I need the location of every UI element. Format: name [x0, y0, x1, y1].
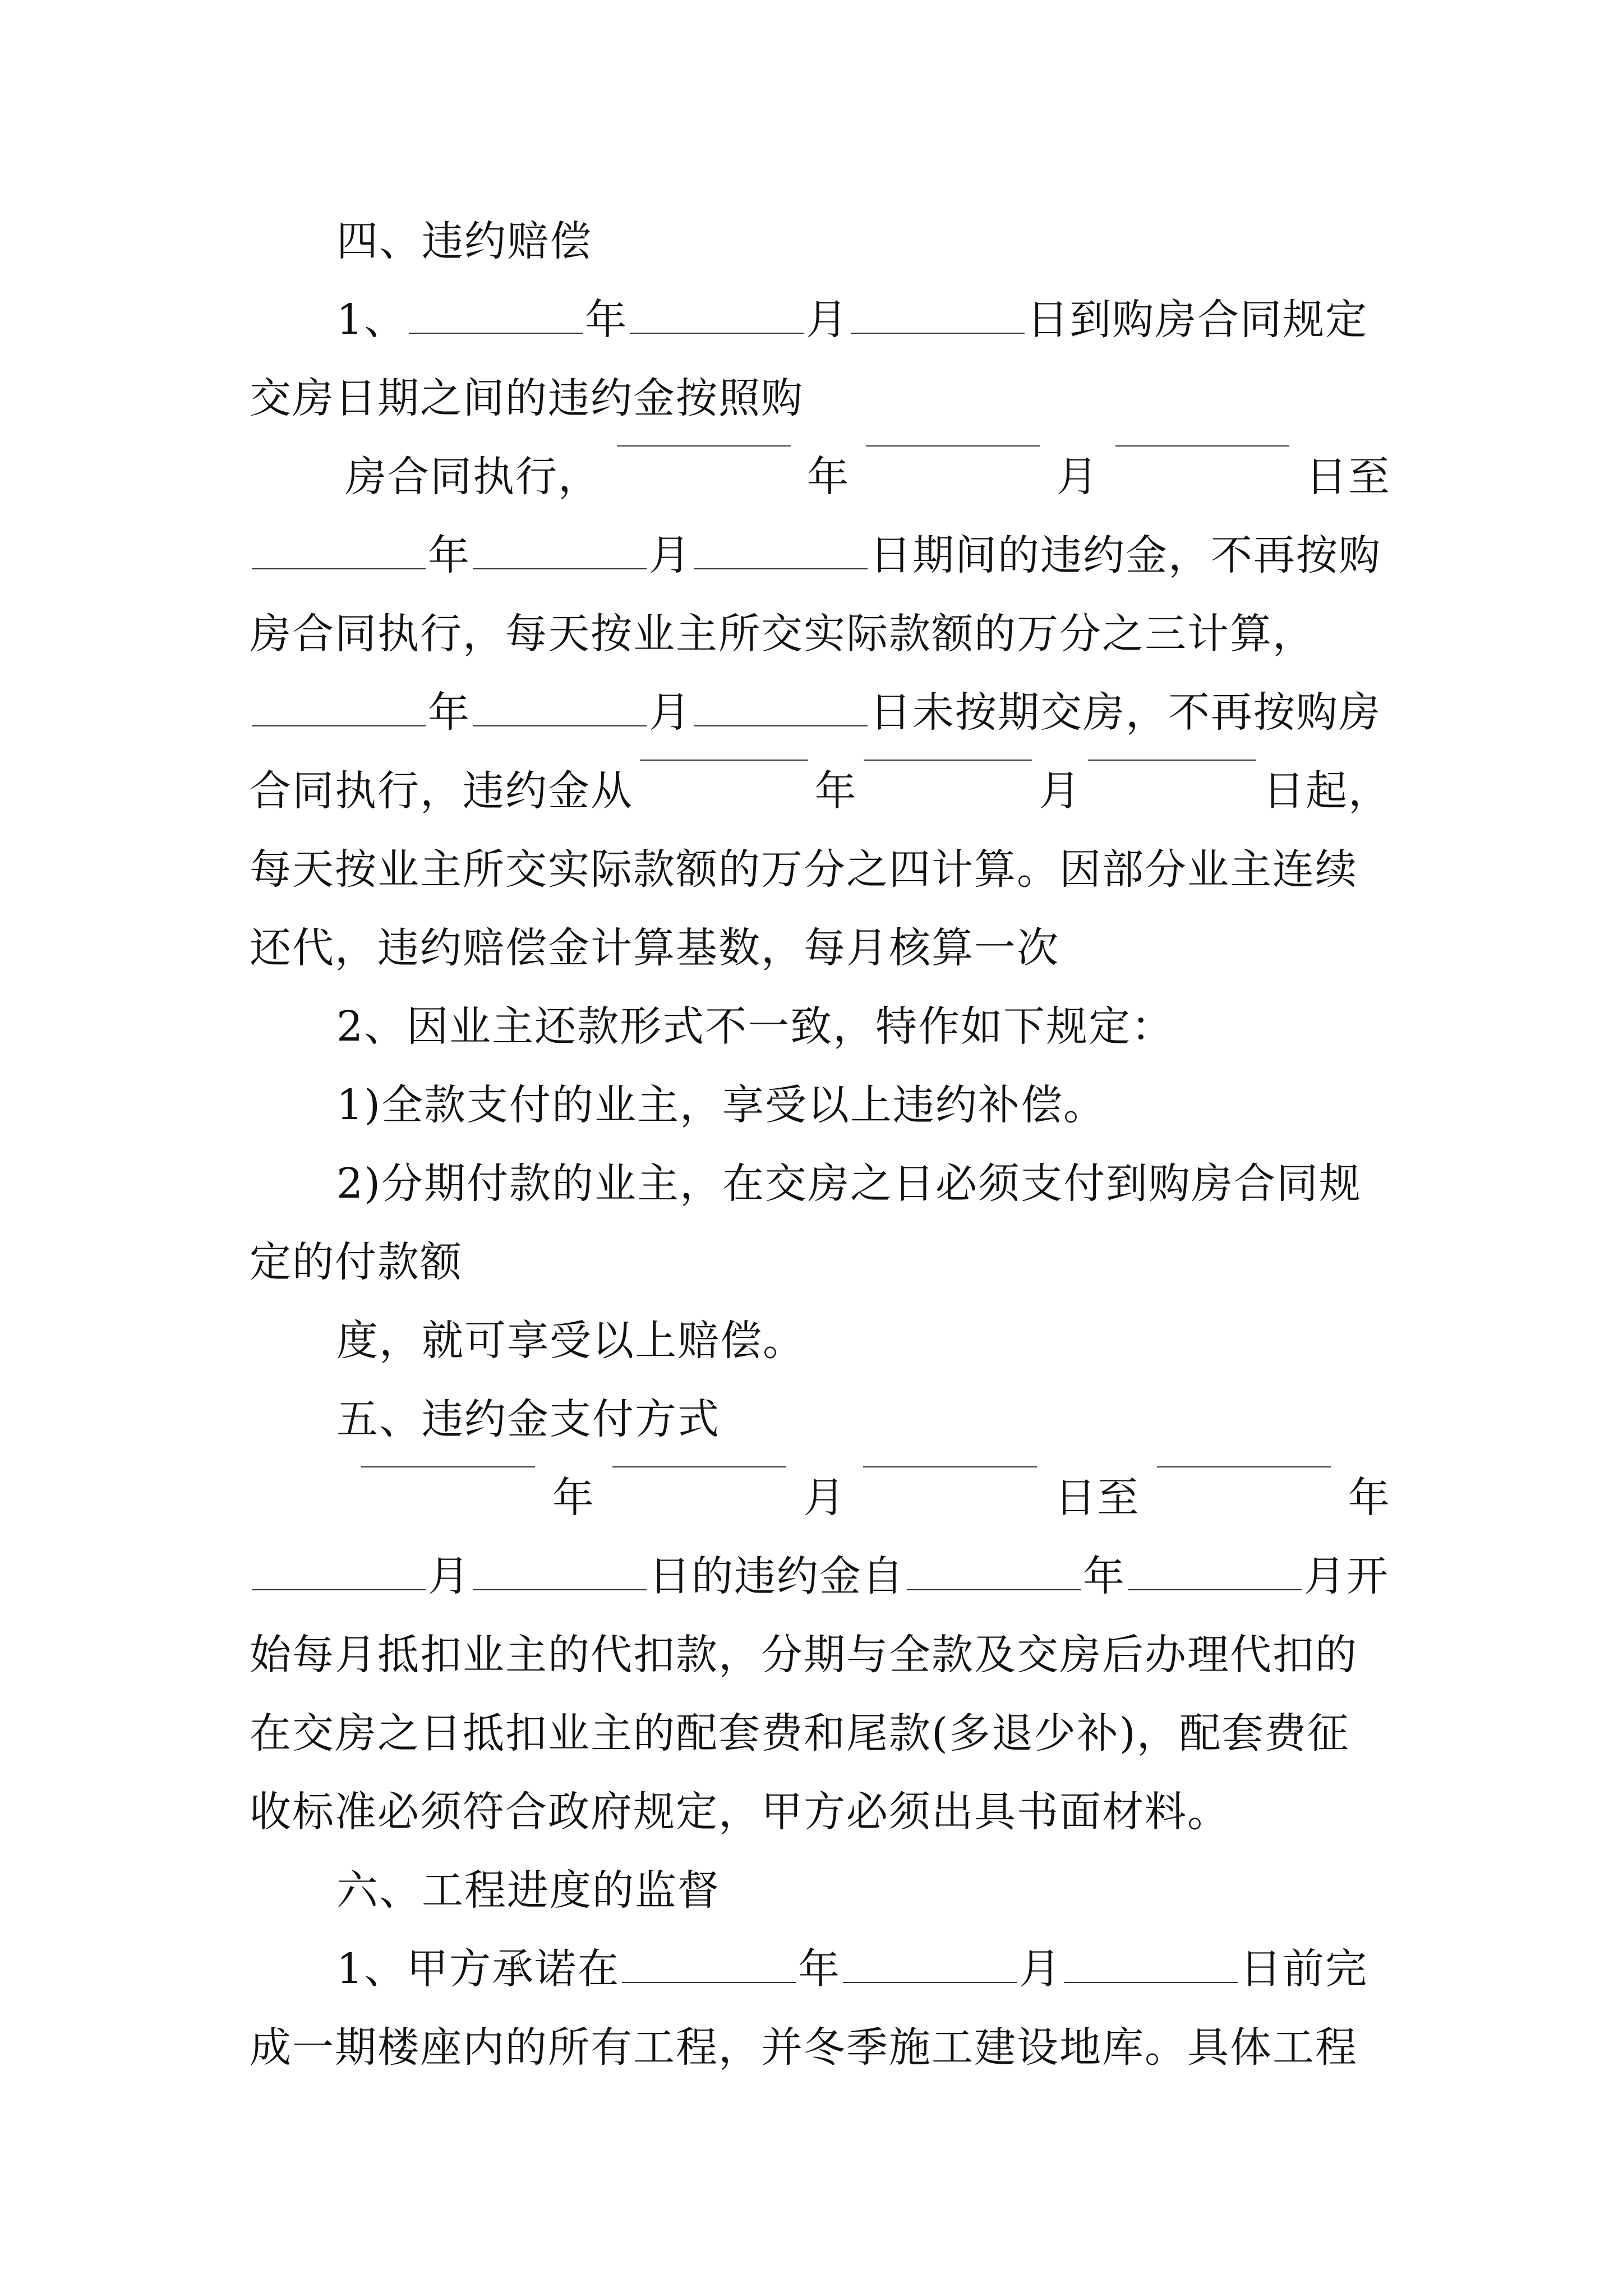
text-fragment: 月: [1039, 767, 1082, 815]
blank-field: [473, 566, 647, 569]
text-fragment: 年: [428, 531, 471, 579]
heading-text: 五、违约金支付方式: [336, 1395, 720, 1443]
paragraph-line: [250, 1700, 1391, 1767]
text-fragment: 2)分期付款的业主，在交房之日必须支付到购房合同规: [336, 1159, 1362, 1208]
section-heading-4: [336, 208, 1391, 275]
text-fragment: 日未按期交房，不再按购房: [870, 688, 1381, 737]
blank-field: [252, 1587, 426, 1590]
text-fragment: 月: [649, 688, 691, 737]
paragraph-line: [250, 679, 1391, 746]
blank-field: [473, 1587, 647, 1590]
blank-field: [1064, 1980, 1238, 1983]
text-fragment: 成一期楼座内的所有工程，并冬季施工建设地库。具体工程: [250, 2023, 1358, 2072]
text-fragment: 月: [803, 1474, 846, 1522]
text-fragment: 日至: [1054, 1474, 1140, 1522]
text-fragment: 月: [1304, 1552, 1347, 1600]
text-fragment: 每天按业主所交实际款额的万分之四计算。因部分业主连续: [250, 845, 1358, 894]
paragraph-line: [250, 600, 1391, 668]
paragraph-line: [250, 1778, 1391, 1846]
paragraph-line: [336, 1935, 1391, 2003]
blank-field: [1157, 1464, 1331, 1467]
text-fragment: 年: [814, 767, 857, 815]
text-fragment: 房合同执行，: [345, 453, 601, 501]
heading-text: 六、工程进度的监督: [336, 1866, 720, 1915]
blank-field: [617, 443, 791, 447]
text-fragment: 日至: [1305, 453, 1391, 501]
text-fragment: 年: [585, 296, 628, 344]
blank-field: [252, 566, 426, 569]
blank-field: [1115, 443, 1289, 447]
paragraph-line: [250, 836, 1391, 903]
text-fragment: 1、甲方承诺在: [336, 1945, 620, 1993]
paragraph-line: [359, 1464, 1391, 1531]
text-fragment: 2、因业主还款形式不一致，特作如下规定：: [336, 1002, 1174, 1051]
text-fragment: 日到购房合同规定: [1027, 296, 1368, 344]
blank-field: [694, 723, 868, 726]
text-fragment: 在交房之日抵扣业主的配套费和尾款(多退少补)，配套费征: [250, 1709, 1350, 1757]
text-fragment: 房合同执行，每天按业主所交实际款额的万分之三计算，: [250, 610, 1315, 658]
blank-field: [863, 1464, 1037, 1467]
paragraph-line: [250, 522, 1391, 589]
blank-field: [1088, 757, 1256, 761]
text-fragment: 年: [428, 688, 471, 737]
text-fragment: 年: [552, 1474, 595, 1522]
blank-field: [843, 1980, 1017, 1983]
text-fragment: 日前完: [1240, 1945, 1368, 1993]
text-fragment: 月: [806, 296, 849, 344]
text-fragment: 还代，违约赔偿金计算基数，每月核算一次: [250, 924, 1059, 972]
paragraph-line: [250, 365, 1391, 432]
paragraph-line: [250, 914, 1391, 982]
blank-field: [866, 443, 1040, 447]
blank-field: [252, 723, 426, 726]
section-heading-6: [336, 1857, 1391, 1924]
text-fragment: 开: [1347, 1552, 1389, 1600]
paragraph-line: [250, 757, 1391, 825]
paragraph-line: [336, 1307, 1391, 1374]
blank-field: [630, 330, 804, 334]
text-fragment: 收标准必须符合政府规定，甲方必须出具书面材料。: [250, 1788, 1230, 1836]
text-fragment: 年: [1083, 1552, 1126, 1600]
text-fragment: 日的违约金自: [649, 1552, 905, 1600]
text-fragment: 月: [649, 531, 691, 579]
text-fragment: 年: [798, 1945, 841, 1993]
section-heading-5: [336, 1386, 1391, 1453]
paragraph-line: [250, 1228, 1391, 1296]
paragraph-line: [250, 2014, 1391, 2081]
text-fragment: 月: [428, 1552, 471, 1600]
text-fragment: 合同执行，违约金从: [250, 767, 633, 815]
text-fragment: 年: [1348, 1474, 1391, 1522]
blank-field: [409, 330, 583, 334]
blank-field: [361, 1464, 535, 1467]
text-fragment: 日起，: [1262, 767, 1391, 815]
text-fragment: 1)全款支付的业主，享受以上违约补偿。: [336, 1081, 1106, 1129]
blank-field: [612, 1464, 786, 1467]
blank-field: [907, 1587, 1081, 1590]
text-fragment: 度，就可享受以上赔偿。: [336, 1317, 805, 1365]
paragraph-line: [336, 1071, 1391, 1139]
text-fragment: 年: [807, 453, 850, 501]
blank-field: [694, 566, 868, 569]
blank-field: [473, 723, 647, 726]
text-fragment: 1、: [336, 296, 407, 344]
blank-field: [1128, 1587, 1302, 1590]
paragraph-line: [336, 286, 1391, 353]
text-fragment: 月: [1019, 1945, 1062, 1993]
text-fragment: 始每月抵扣业主的代扣款，分期与全款及交房后办理代扣的: [250, 1631, 1358, 1679]
paragraph-line: [250, 1621, 1391, 1688]
blank-field: [851, 330, 1025, 334]
blank-field: [640, 757, 808, 761]
text-fragment: 定的付款额: [250, 1238, 463, 1286]
paragraph-line: [336, 1150, 1391, 1217]
heading-text: 四、违约赔偿: [336, 217, 592, 265]
text-fragment: 日期间的违约金，不再按购: [870, 531, 1381, 579]
paragraph-line: [250, 1543, 1391, 1610]
paragraph-line: [336, 993, 1391, 1060]
text-fragment: 交房日期之间的违约金按照购: [250, 374, 804, 422]
blank-field: [864, 757, 1032, 761]
text-fragment: 月: [1056, 453, 1099, 501]
blank-field: [622, 1980, 796, 1983]
paragraph-line: [345, 443, 1391, 510]
